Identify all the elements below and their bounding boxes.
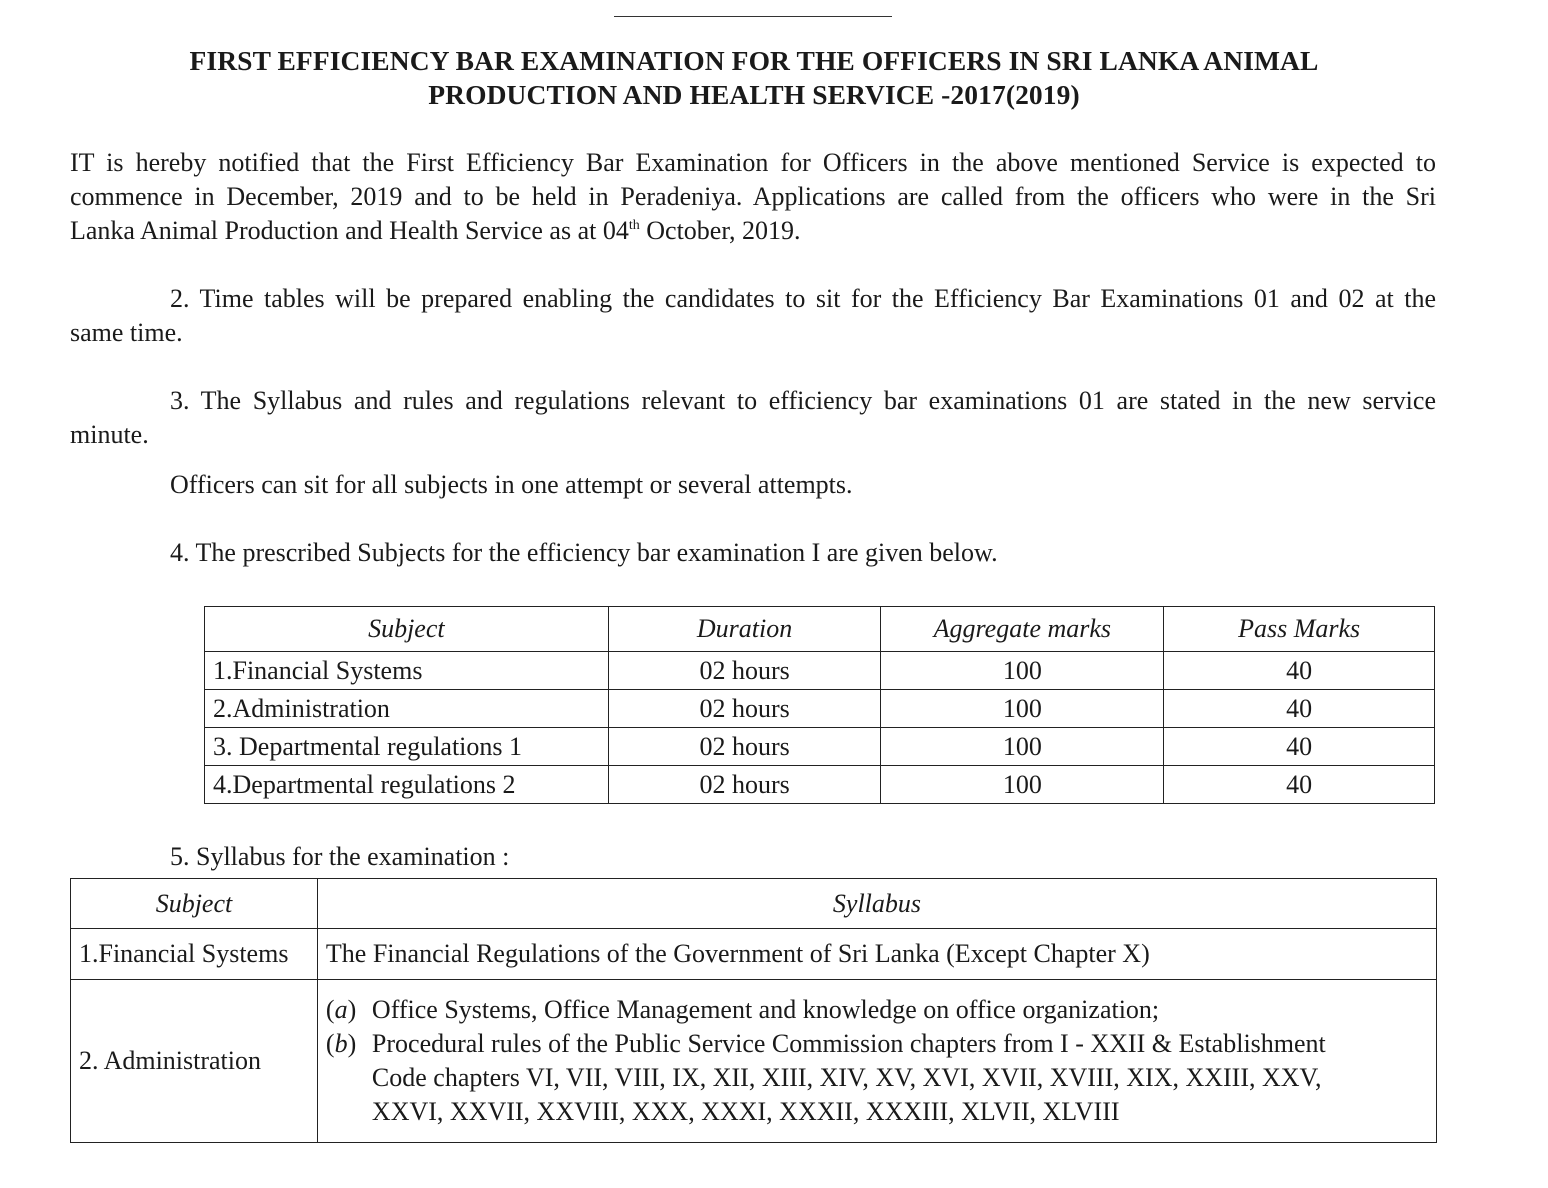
syllabus-table-header [71, 879, 1437, 929]
item-b-line-2: Code chapters VI, VII, VIII, IX, XII, XIII, XIV, XV, XVI, XVII, XVIII, XIX, XXIII, XXV, [371, 1063, 1322, 1092]
item-text [372, 1027, 1326, 1129]
aggregate-cell: 100 [881, 652, 1164, 690]
table-row [71, 929, 1437, 980]
title-line-2: PRODUCTION AND HEALTH SERVICE -2017(2019) [428, 79, 1080, 110]
paragraph-3 [70, 384, 1436, 452]
syllabus-cell: The Financial Regulations of the Government of Sri Lanka (Except Chapter X) [317, 929, 1436, 980]
subject-cell: 1.Financial Systems [205, 652, 609, 690]
header-syllabus: Syllabus [317, 879, 1436, 929]
table-row [205, 652, 1435, 690]
subject-cell: 4.Departmental regulations 2 [205, 766, 609, 804]
list-item [326, 1027, 1428, 1129]
header-aggregate-marks: Aggregate marks [881, 607, 1164, 652]
pass-cell: 40 [1164, 766, 1435, 804]
header-pass-marks: Pass Marks [1164, 607, 1435, 652]
para3-line-2: minute. [70, 420, 149, 449]
table-row [205, 766, 1435, 804]
table-row [71, 980, 1437, 1143]
header-subject: Subject [205, 607, 609, 652]
intro-line-2: commence in December, 2019 and to be held in Peradeniya. Applications are called from the officers who were in the Sri [70, 182, 1436, 211]
item-b-line-1: Procedural rules of the Public Service Commission chapters from I - XXII & Establishment [371, 1029, 1326, 1058]
paragraph-2 [70, 282, 1436, 350]
intro-paragraph [70, 146, 1436, 248]
duration-cell: 02 hours [608, 766, 881, 804]
item-b-line-3: XXVI, XXVII, XXVIII, XXX, XXXI, XXXII, XXXIII, XLVII, XLVIII [371, 1097, 1120, 1126]
pass-cell: 40 [1164, 690, 1435, 728]
intro-line-3-post: October, 2019. [639, 216, 801, 245]
item-marker: (a) [325, 995, 357, 1024]
syllabus-table [70, 878, 1437, 1143]
para3-line-1: 3. The Syllabus and rules and regulations relevant to efficiency bar examinations 01 are stated in the new service [170, 386, 1436, 415]
attempts-note: Officers can sit for all subjects in one attempt or several attempts. [170, 470, 853, 499]
table-row [205, 728, 1435, 766]
aggregate-cell: 100 [881, 690, 1164, 728]
duration-cell: 02 hours [608, 652, 881, 690]
aggregate-cell: 100 [881, 766, 1164, 804]
syllabus-cell [317, 980, 1436, 1143]
paragraph-4: 4. The prescribed Subjects for the efficiency bar examination I are given below. [170, 538, 998, 567]
duration-cell: 02 hours [608, 728, 881, 766]
pass-cell: 40 [1164, 652, 1435, 690]
table-row [205, 690, 1435, 728]
intro-line-1: IT is hereby notified that the First Efficiency Bar Examination for Officers in the above mentioned Service is expected to [70, 148, 1436, 177]
para2-line-2: same time. [70, 318, 183, 347]
subject-cell: 2.Administration [205, 690, 609, 728]
header-duration: Duration [608, 607, 881, 652]
title-line-1: FIRST EFFICIENCY BAR EXAMINATION FOR THE OFFICERS IN SRI LANKA ANIMAL [189, 45, 1319, 76]
intro-line-3 [70, 214, 1436, 248]
intro-line-3-pre: Lanka Animal Production and Health Service as at 04 [70, 216, 629, 245]
duration-cell: 02 hours [608, 690, 881, 728]
subject-cell: 2. Administration [71, 980, 318, 1143]
list-item [326, 993, 1428, 1027]
top-rule [614, 16, 892, 17]
para2-line-1: 2. Time tables will be prepared enabling the candidates to sit for the Efficiency Bar Examinations 01 and 02 at the [170, 284, 1436, 313]
item-text: Office Systems, Office Management and knowledge on office organization; [371, 995, 1160, 1024]
header-subject: Subject [71, 879, 318, 929]
pass-cell: 40 [1164, 728, 1435, 766]
intro-ordinal-suffix: th [628, 218, 640, 233]
subjects-table-header [205, 607, 1435, 652]
item-marker: (b) [325, 1029, 357, 1058]
syllabus-list [326, 993, 1428, 1129]
paragraph-5: 5. Syllabus for the examination : [170, 842, 510, 871]
subject-cell: 1.Financial Systems [71, 929, 318, 980]
aggregate-cell: 100 [881, 728, 1164, 766]
page-title [70, 44, 1438, 112]
subjects-table [204, 606, 1435, 804]
subject-cell: 3. Departmental regulations 1 [205, 728, 609, 766]
